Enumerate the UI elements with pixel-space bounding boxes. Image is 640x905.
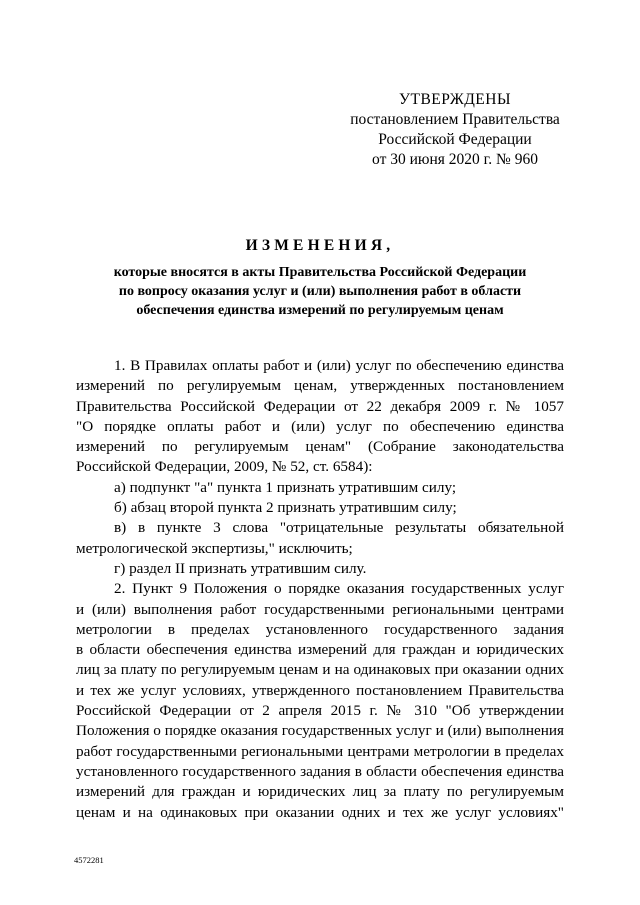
body-line: метрологической экспертизы," исключить; (76, 539, 353, 557)
document-subtitle (60, 263, 580, 320)
body-line: б) абзац второй пункта 2 признать утратившим силу; (114, 499, 457, 517)
body-line: метрологии в пределах установленного государственного задания (76, 620, 564, 638)
subtitle-line-3: обеспечения единства измерений по регулируемым ценам (136, 303, 504, 318)
approval-line-3: от 30 июня 2020 г. № 960 (372, 151, 538, 168)
body-line: в) в пункте 3 слова "отрицательные результаты обязательной (114, 519, 564, 537)
body-line: измерений для граждан и юридических лиц за плату по регулируемым (76, 783, 564, 801)
body-line: в области обеспечения единства измерений для граждан и юридических (76, 641, 564, 659)
body-line: Положения о порядке оказания государственных услуг и (или) выполнения (76, 722, 564, 740)
approval-line-1: постановлением Правительства (350, 111, 560, 128)
body-line: Правительства Российской Федерации от 22 декабря 2009 г. № 1057 (76, 397, 564, 415)
body-line: лиц за плату по регулируемым ценам и на одинаковых при оказании одних (76, 661, 564, 679)
body-line: 1. В Правилах оплаты работ и (или) услуг по обеспечению единства (114, 357, 564, 374)
document-code: 4572281 (74, 855, 104, 865)
body-line: Российской Федерации от 2 апреля 2015 г. № 310 "Об утверждении (76, 702, 564, 720)
document-body (76, 356, 564, 823)
approval-heading: УТВЕРЖДЕНЫ (399, 91, 511, 108)
approval-block (340, 90, 570, 170)
body-line: а) подпункт "а" пункта 1 признать утратившим силу; (114, 478, 457, 496)
body-line: работ государственными региональными центрами метрологии в пределах (76, 742, 564, 760)
body-line: ценам и на одинаковых при оказании одних и тех же услуг условиях" (76, 803, 564, 821)
body-line: измерений по регулируемым ценам, утвержденных постановлением (76, 377, 564, 395)
subtitle-line-1: которые вносятся в акты Правительства Российской Федерации (113, 265, 527, 280)
body-line: 2. Пункт 9 Положения о порядке оказания государственных услуг (114, 580, 564, 598)
document-title: ИЗМЕНЕНИЯ, (245, 237, 395, 254)
body-line: "О порядке оплаты работ и (или) услуг по обеспечению единства (76, 417, 564, 435)
approval-line-2: Российской Федерации (378, 131, 532, 148)
subtitle-line-2: по вопросу оказания услуг и (или) выполнения работ в области (118, 284, 522, 299)
body-line: г) раздел II признать утратившим силу. (114, 559, 367, 577)
body-line: Российской Федерации, 2009, № 52, ст. 6584): (76, 458, 373, 476)
body-line: и тех же услуг условиях, утвержденного постановлением Правительства (76, 681, 564, 699)
body-line: измерений по регулируемым ценам" (Собрание законодательства (76, 438, 564, 456)
body-line: установленного государственного задания в области обеспечения единства (76, 762, 564, 780)
body-line: и (или) выполнения работ государственными региональными центрами (76, 600, 564, 618)
